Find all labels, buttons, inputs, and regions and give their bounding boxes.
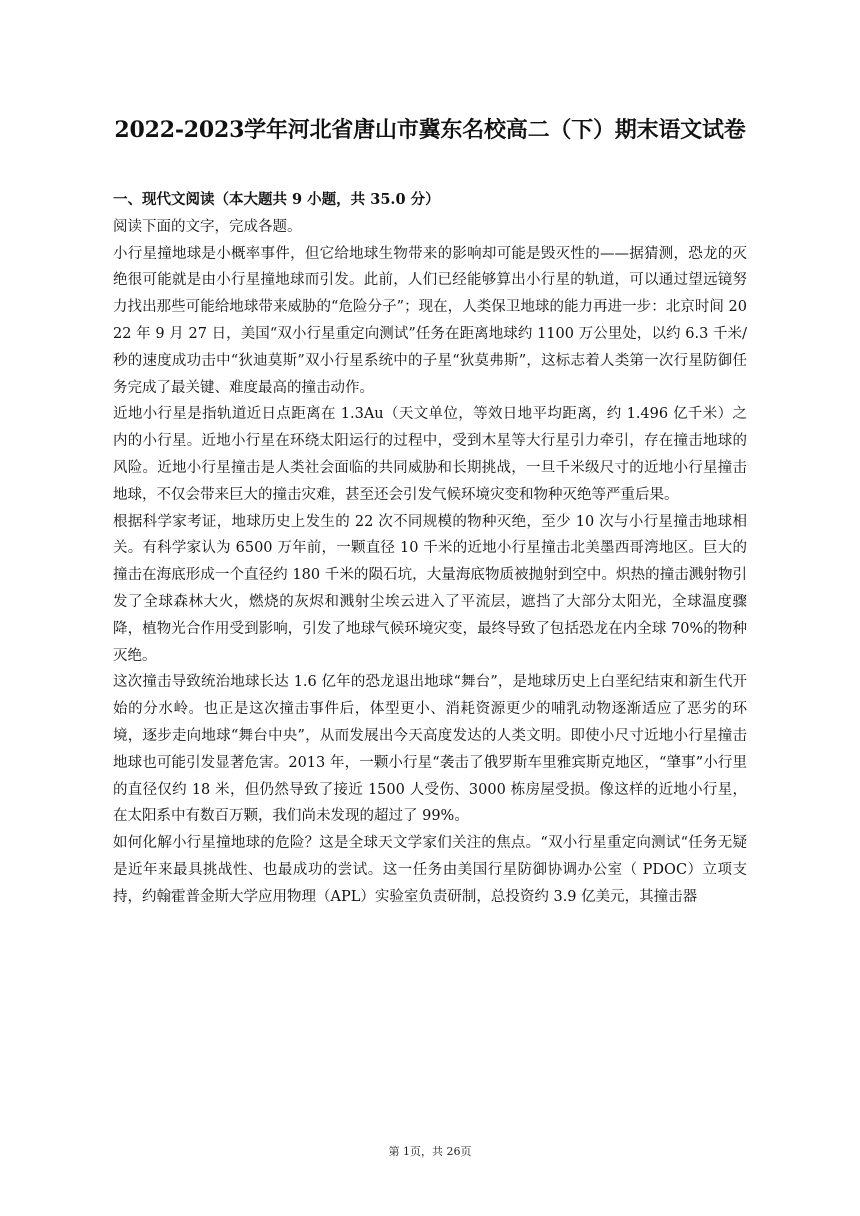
- document-body: [113, 187, 747, 911]
- passage-paragraph-1: 小行星撞地球是小概率事件，但它给地球生物带来的影响却可能是毁灭性的——据猜测，恐龙的灭绝很可能就是由小行星撞地球而引发。此前，人们已经能够算出小行星的轨道，可以通过望远镜努力找出那些可能给地球带来威胁的“危险分子”；现在，人类保卫地球的能力再进一步：北京时间 2022 年 9 月 27 日，美国“双小行星重定向测试”任务在距离地球约 1100 万公里处，以约 6.3 千米/秒的速度成功击中“狄迪莫斯”双小行星系统中的子星“狄莫弗斯”，这标志着人类第一次行星防御任务完成了最关键、难度最高的撞击动作。: [113, 245, 747, 396]
- passage-paragraph-4: 这次撞击导致统治地球长达 1.6 亿年的恐龙退出地球“舞台”，是地球历史上白垩纪结束和新生代开始的分水岭。也正是这次撞击事件后，体型更小、消耗资源更少的哺乳动物逐渐适应了恶劣的环境，逐步走向地球“舞台中央”，从而发展出今天高度发达的人类文明。即使小尺寸近地小行星撞击地球也可能引发显著危害。2013 年，一颗小行星“袭击了俄罗斯车里雅宾斯克地区，“肇事”小行里的直径仅约 18 米，但仍然导致了接近 1500 人受伤、3000 栋房屋受损。像这样的近地小行星，在太阳系中有数百万颗，我们尚未发现的超过了 99%。: [113, 674, 747, 825]
- section-heading: 一、现代文阅读（本大题共 9 小题，共 35.0 分）: [113, 191, 440, 208]
- instruction-paragraph: 阅读下面的文字，完成各题。: [113, 218, 302, 235]
- document-title: 2022-2023学年河北省唐山市冀东名校高二（下）期末语文试卷: [114, 117, 746, 143]
- passage-paragraph-3: 根据科学家考证，地球历史上发生的 22 次不同规模的物种灭绝，至少 10 次与小行星撞击地球相关。有科学家认为 6500 万年前，一颗直径 10 千米的近地小行星撞击北美墨西哥湾地区。巨大的撞击在海底形成一个直径约 180 千米的陨石坑，大量海底物质被抛射到空中。炽热的撞击溅射物引发了全球森林大火，燃烧的灰烬和溅射尘埃云进入了平流层，遮挡了大部分太阳光，全球温度骤降，植物光合作用受到影响，引发了地球气候环境灾变，最终导致了包括恐龙在内全球 70%的物种灭绝。: [113, 513, 747, 664]
- passage-paragraph-2: 近地小行星是指轨道近日点距离在 1.3Au（天文单位，等效日地平均距离，约 1.496 亿千米）之内的小行星。近地小行星在环绕太阳运行的过程中，受到木星等大行星引力牵引，存在撞击地球的风险。近地小行星撞击是人类社会面临的共同威胁和长期挑战，一旦千米级尺寸的近地小行星撞击地球，不仅会带来巨大的撞击灾难，甚至还会引发气候环境灾变和物种灭绝等严重后果。: [113, 406, 747, 503]
- page-footer: 第 1页，共 26页: [388, 1145, 472, 1158]
- passage-paragraph-5: 如何化解小行星撞地球的危险？这是全球天文学家们关注的焦点。“双小行星重定向测试“任务无疑是近年来最具挑战性、也最成功的尝试。这一任务由美国行星防御协调办公室（ PDOC）立项支持，约翰霍普金斯大学应用物理（APL）实验室负责研制，总投资约 3.9 亿美元，其撞击器: [113, 835, 747, 905]
